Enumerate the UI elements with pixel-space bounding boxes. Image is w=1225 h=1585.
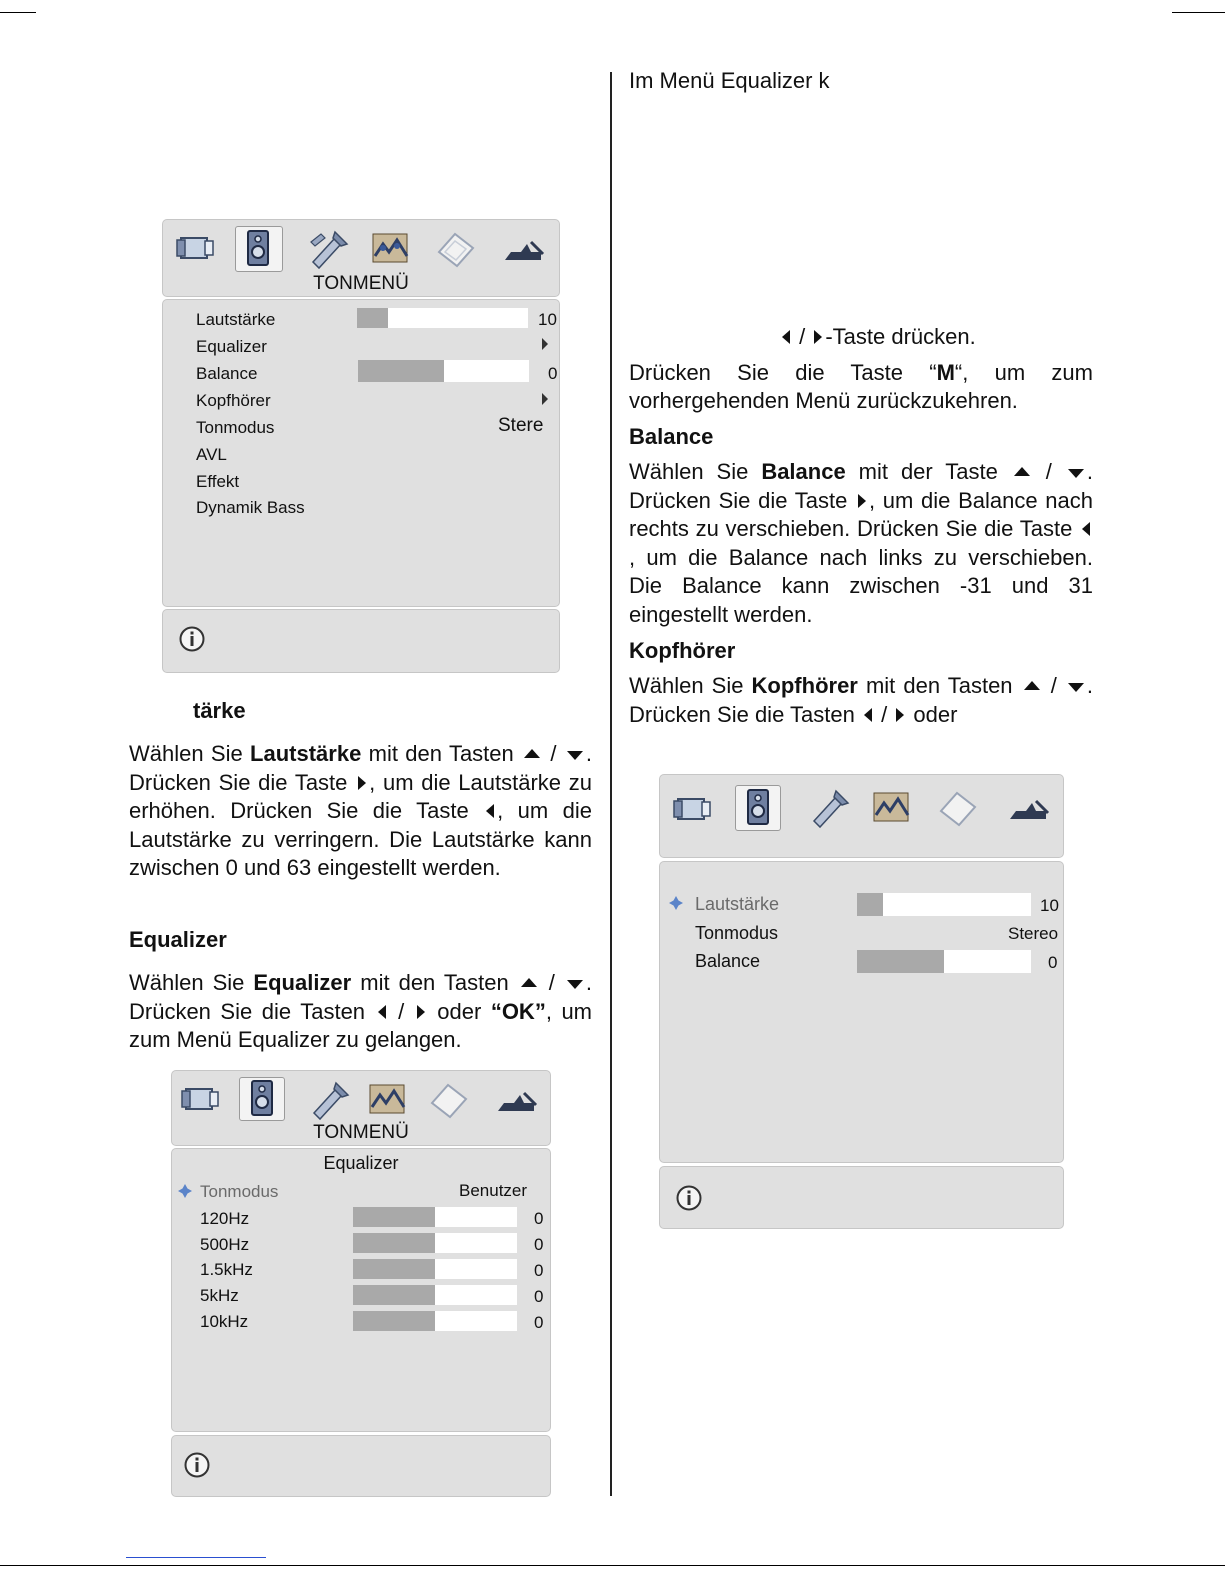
- balance-slider[interactable]: [358, 360, 529, 382]
- right-arrow-icon: [358, 776, 366, 790]
- para-m-line1: Drücken Sie die Taste “M“, um zum: [629, 360, 1093, 385]
- menu-item-lautstaerke[interactable]: Lautstärke: [196, 310, 276, 329]
- sound-icon[interactable]: [235, 227, 281, 269]
- menu-item-equalizer[interactable]: Equalizer: [196, 337, 267, 356]
- picture-icon[interactable]: [178, 1077, 224, 1119]
- para-balance: Wählen Sie Balance mit der Taste / . Drücken Sie die Taste , um die Balance nach rechts zu verschieben. Drücken Sie die Taste , um die Balance nach links zu verschieben. Die Balance kann zwischen -31 und 31 eingestellt werden.: [629, 459, 1093, 627]
- eq-band-slider[interactable]: [353, 1311, 517, 1331]
- column-divider: [610, 72, 612, 1496]
- tonmodus-value: Stere: [498, 415, 544, 436]
- menu1-items-panel: [162, 299, 560, 607]
- install-icon[interactable]: [494, 1081, 540, 1123]
- left-arrow-icon: [486, 804, 494, 818]
- features-icon[interactable]: [369, 226, 415, 268]
- eq-band-value: 0: [534, 1287, 544, 1306]
- balance-value: 0: [1048, 953, 1058, 972]
- equalizer-arrow-icon: [542, 338, 548, 350]
- eq-band-slider[interactable]: [353, 1207, 517, 1227]
- eq-band-slider[interactable]: [353, 1233, 517, 1253]
- menu2-title: TONMENÜ: [313, 1122, 409, 1143]
- key-hint: / -Taste drücken.: [779, 323, 1079, 352]
- para-m-line2: vorhergehenden Menü zurückzukehren.: [629, 388, 1018, 413]
- crop-mark-top-right: [1172, 12, 1225, 13]
- menu-item-tonmodus[interactable]: Tonmodus: [695, 923, 779, 943]
- features-icon[interactable]: [366, 1077, 412, 1119]
- bottom-link-underline: [126, 1557, 266, 1558]
- crop-mark-top-left: [0, 12, 36, 13]
- menu-item-balance[interactable]: Balance: [196, 364, 258, 383]
- menu2-items-panel: [171, 1148, 551, 1432]
- up-arrow-icon: [1024, 681, 1040, 690]
- right-arrow-icon: [814, 330, 822, 344]
- menu-item-balance[interactable]: Balance: [695, 951, 761, 971]
- left-arrow-icon: [378, 1005, 386, 1019]
- menu3-header-panel: [659, 774, 1064, 858]
- menu3-info-panel: [659, 1166, 1064, 1229]
- up-arrow-icon: [521, 978, 537, 987]
- para-kopfhoerer: Wählen Sie Kopfhörer mit den Tasten / . Drücken Sie die Tasten / oder: [629, 673, 1094, 727]
- settings-icon[interactable]: [306, 1079, 352, 1121]
- sound-icon[interactable]: [239, 1077, 285, 1119]
- kopfhoerer-arrow-icon: [542, 393, 548, 405]
- tonmodus-value: Stereo: [1008, 924, 1059, 943]
- features-icon[interactable]: [870, 785, 916, 827]
- menu1-info-panel: [162, 609, 560, 673]
- down-arrow-icon: [1068, 683, 1084, 692]
- eq-band-slider[interactable]: [353, 1285, 517, 1305]
- down-arrow-icon: [567, 980, 583, 989]
- settings-icon[interactable]: [305, 228, 351, 270]
- install-icon[interactable]: [501, 230, 547, 272]
- navigate-icon: [177, 1183, 193, 1199]
- para-lautstaerke: Wählen Sie Lautstärke mit den Tasten / . Drücken Sie die Taste , um die Lautstärke zu erhöhen. Drücken Sie die Taste , um die Lautstärke zu verringern. Die Lautstärke kann zwischen 0 und 63 eingestellt werden.: [129, 741, 592, 881]
- eq-tonmodus-value: Benutzer: [459, 1181, 528, 1200]
- balance-slider[interactable]: [857, 950, 1031, 973]
- eq-band-value: 0: [534, 1261, 544, 1280]
- menu-item-dynamik-bass[interactable]: Dynamik Bass: [196, 498, 305, 517]
- menu-item-avl[interactable]: AVL: [196, 445, 227, 464]
- bottom-rule: [0, 1565, 1225, 1566]
- lautstaerke-slider[interactable]: [357, 308, 528, 328]
- heading-kopfhoerer: Kopfhörer: [629, 638, 736, 663]
- down-arrow-icon: [567, 751, 583, 760]
- para-equalizer-intro: Im Menü Equalizer k: [629, 68, 830, 93]
- info-icon: [179, 626, 205, 652]
- menu2-info-panel: [171, 1435, 551, 1497]
- eq-band-label[interactable]: 1.5kHz: [200, 1260, 253, 1279]
- info-icon: [676, 1185, 702, 1211]
- menu1-header-panel: [162, 219, 560, 297]
- lautstaerke-slider[interactable]: [857, 893, 1031, 916]
- sound-icon[interactable]: [735, 786, 781, 828]
- right-arrow-icon: [858, 494, 866, 508]
- up-arrow-icon: [524, 749, 540, 758]
- lautstaerke-value: 10: [1040, 896, 1059, 915]
- source-icon[interactable]: [935, 787, 981, 829]
- left-arrow-icon: [782, 330, 790, 344]
- navigate-icon: [668, 895, 684, 911]
- up-arrow-icon: [1014, 467, 1030, 476]
- info-icon: [184, 1452, 210, 1478]
- picture-icon[interactable]: [173, 226, 219, 268]
- settings-icon[interactable]: [806, 787, 852, 829]
- lautstaerke-value: 10: [538, 310, 557, 329]
- eq-band-value: 0: [534, 1235, 544, 1254]
- heading-balance: Balance: [629, 424, 714, 449]
- menu2-header-panel: [171, 1070, 551, 1146]
- source-icon[interactable]: [426, 1079, 472, 1121]
- left-arrow-icon: [864, 708, 872, 722]
- install-icon[interactable]: [1006, 789, 1052, 831]
- para-equalizer: Wählen Sie Equalizer mit den Tasten / . Drücken Sie die Tasten / oder “OK”, um zum Menü Equalizer zu gelangen.: [129, 970, 593, 1053]
- eq-band-value: 0: [534, 1313, 544, 1332]
- heading-lautstaerke: tärke: [193, 698, 246, 723]
- menu-item-lautstaerke[interactable]: Lautstärke: [695, 894, 780, 914]
- eq-tonmodus-label[interactable]: Tonmodus: [200, 1182, 279, 1201]
- right-arrow-icon: [417, 1005, 425, 1019]
- menu3-items-panel: [659, 861, 1064, 1163]
- picture-icon[interactable]: [670, 787, 716, 829]
- source-icon[interactable]: [433, 228, 479, 270]
- menu-item-kopfhoerer[interactable]: Kopfhörer: [196, 391, 271, 410]
- menu-item-tonmodus[interactable]: Tonmodus: [196, 418, 275, 437]
- eq-band-label[interactable]: 5kHz: [200, 1286, 239, 1305]
- eq-band-label[interactable]: 10kHz: [200, 1312, 249, 1331]
- menu-item-effekt[interactable]: Effekt: [196, 472, 240, 491]
- balance-value: 0: [548, 364, 558, 383]
- left-arrow-icon: [1082, 522, 1090, 536]
- heading-equalizer: Equalizer: [129, 927, 227, 952]
- eq-band-slider[interactable]: [353, 1259, 517, 1279]
- eq-band-value: 0: [534, 1209, 544, 1228]
- down-arrow-icon: [1068, 469, 1084, 478]
- right-arrow-icon: [896, 708, 904, 722]
- eq-band-label[interactable]: 500Hz: [200, 1235, 250, 1254]
- menu1-title: TONMENÜ: [313, 273, 409, 294]
- eq-band-label[interactable]: 120Hz: [200, 1209, 250, 1228]
- menu2-subtitle: Equalizer: [323, 1153, 399, 1173]
